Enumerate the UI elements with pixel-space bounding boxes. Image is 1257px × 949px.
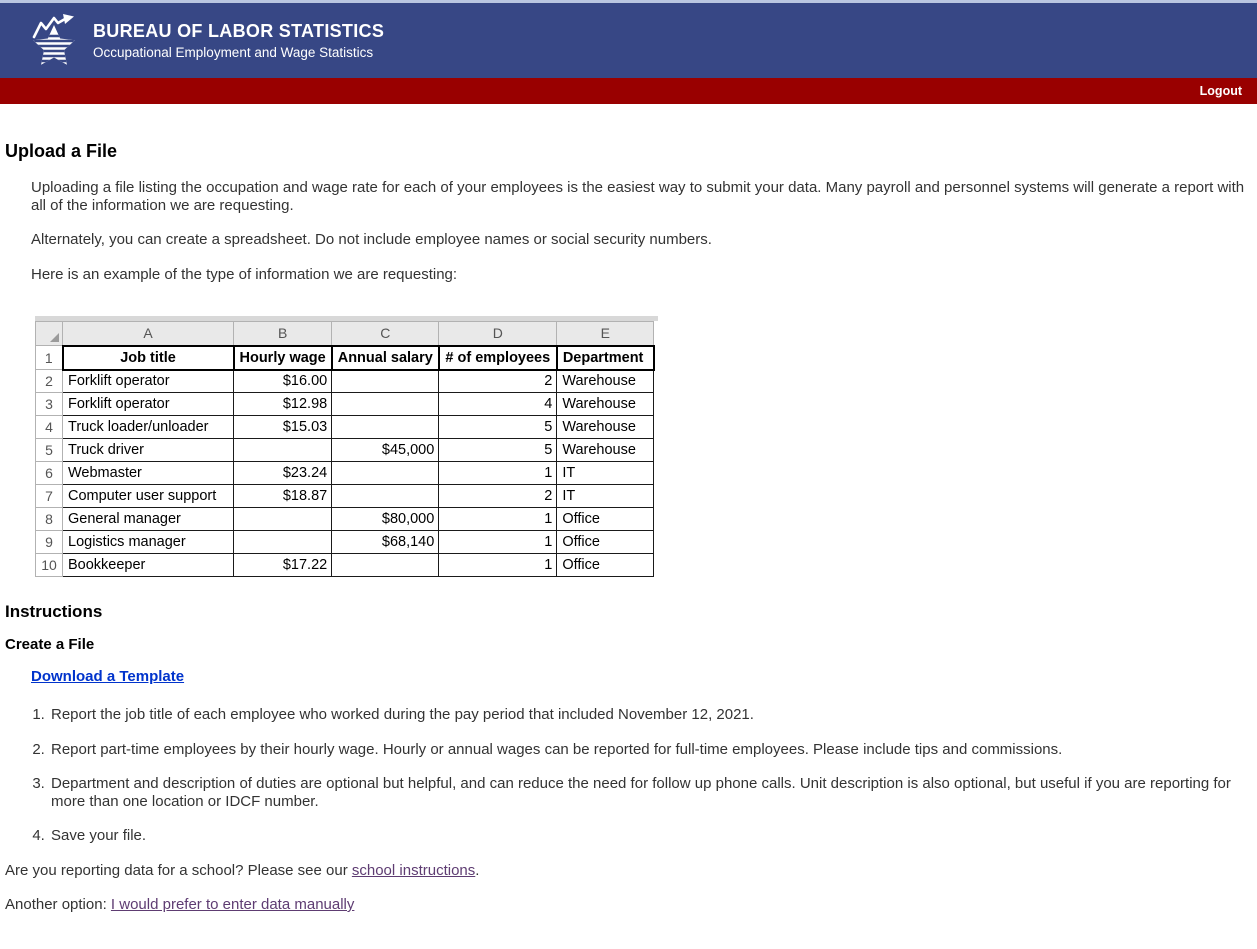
header-hourly-wage: Hourly wage (234, 346, 332, 370)
row-number: 4 (36, 416, 63, 439)
header-job-title: Job title (63, 346, 234, 370)
manual-entry-option (5, 896, 1247, 914)
cell-department: Warehouse (557, 393, 654, 416)
intro-paragraph-3: Here is an example of the type of information we are requesting: (31, 265, 458, 283)
sheet-row (36, 462, 654, 485)
cell-annual-salary (332, 416, 439, 439)
row-number: 5 (36, 439, 63, 462)
column-letter: B (234, 322, 332, 346)
cell-num-employees: 1 (439, 508, 557, 531)
bls-star-icon (28, 12, 80, 70)
column-letter: D (439, 322, 557, 346)
create-a-file-title: Create a File (5, 636, 95, 653)
cell-hourly-wage (234, 508, 332, 531)
template-link-row (31, 668, 1247, 686)
header-annual-salary: Annual salary (332, 346, 439, 370)
cell-hourly-wage: $17.22 (234, 554, 332, 577)
manual-entry-prefix: Another option: (5, 896, 111, 913)
header-banner (0, 3, 1257, 78)
example-spreadsheet-image (35, 316, 658, 577)
school-prompt-text: Are you reporting data for a school? Please see our (5, 861, 352, 879)
cell-annual-salary (332, 370, 439, 393)
cell-job-title: Webmaster (63, 462, 234, 485)
main-content (0, 141, 1257, 949)
instructions-title: Instructions (5, 602, 103, 621)
row-number: 8 (36, 508, 63, 531)
school-prompt-period: . (475, 861, 480, 879)
column-letter: A (63, 322, 234, 346)
row-number: 10 (36, 554, 63, 577)
cell-num-employees: 4 (439, 393, 557, 416)
manual-entry-link[interactable]: I would prefer to enter data manually (110, 896, 355, 913)
cell-annual-salary (332, 554, 439, 577)
cell-department: IT (557, 485, 654, 508)
sheet-corner-cell (36, 322, 63, 346)
sheet-row (36, 393, 654, 416)
column-letter: C (332, 322, 439, 346)
cell-annual-salary: $68,140 (332, 531, 439, 554)
spreadsheet-table (35, 321, 655, 577)
sheet-row (36, 416, 654, 439)
cell-num-employees: 5 (439, 439, 557, 462)
cell-num-employees: 1 (439, 462, 557, 485)
cell-department: Warehouse (557, 370, 654, 393)
cell-department: IT (557, 462, 654, 485)
sheet-header-row (36, 346, 654, 370)
sheet-row (36, 554, 654, 577)
sheet-row (36, 485, 654, 508)
sheet-row (36, 508, 654, 531)
cell-annual-salary (332, 393, 439, 416)
cell-num-employees: 1 (439, 554, 557, 577)
instruction-step-4: 4. Save your file. (49, 827, 1247, 845)
utility-bar (0, 78, 1257, 104)
cell-num-employees: 2 (439, 485, 557, 508)
sheet-row (36, 370, 654, 393)
program-name: Occupational Employment and Wage Statistics (93, 45, 374, 60)
logout-link[interactable]: Logout (1199, 84, 1242, 98)
school-instructions-link[interactable]: school instructions (351, 861, 476, 879)
cell-annual-salary: $45,000 (332, 439, 439, 462)
school-prompt (5, 862, 1247, 880)
cell-hourly-wage (234, 531, 332, 554)
row-number: 1 (36, 346, 63, 370)
cell-job-title: General manager (63, 508, 234, 531)
cell-job-title: Computer user support (63, 485, 234, 508)
row-number: 9 (36, 531, 63, 554)
instruction-step-3: 3. Department and description of duties are optional but helpful, and can reduce the need for follow up phone calls. Unit description is also optional, but useful if you are reporting for more than one location or IDCF number. (49, 775, 1247, 810)
bls-logo (28, 12, 80, 70)
sheet-row (36, 531, 654, 554)
cell-department: Office (557, 554, 654, 577)
intro-paragraph-1: Uploading a file listing the occupation and wage rate for each of your employees is the easiest way to submit your data. Many payroll and personnel systems will generate a report with all of the information we are requesting. (31, 179, 1245, 214)
sheet-row (36, 439, 654, 462)
cell-job-title: Forklift operator (63, 393, 234, 416)
agency-name: BUREAU OF LABOR STATISTICS (93, 21, 385, 41)
cell-hourly-wage: $15.03 (234, 416, 332, 439)
cell-num-employees: 1 (439, 531, 557, 554)
row-number: 7 (36, 485, 63, 508)
cell-num-employees: 2 (439, 370, 557, 393)
cell-annual-salary (332, 462, 439, 485)
instruction-steps (5, 706, 1247, 845)
cell-job-title: Logistics manager (63, 531, 234, 554)
header-department: Department (557, 346, 654, 370)
row-number: 6 (36, 462, 63, 485)
cell-hourly-wage: $18.87 (234, 485, 332, 508)
column-letter-row (36, 322, 654, 346)
cell-hourly-wage: $23.24 (234, 462, 332, 485)
row-number: 2 (36, 370, 63, 393)
cell-hourly-wage (234, 439, 332, 462)
column-letter: E (557, 322, 654, 346)
cell-hourly-wage: $12.98 (234, 393, 332, 416)
cell-department: Warehouse (557, 416, 654, 439)
header-num-employees: # of employees (439, 346, 557, 370)
cell-hourly-wage: $16.00 (234, 370, 332, 393)
cell-job-title: Truck loader/unloader (63, 416, 234, 439)
cell-job-title: Bookkeeper (63, 554, 234, 577)
cell-department: Warehouse (557, 439, 654, 462)
instruction-step-2: 2. Report part-time employees by their hourly wage. Hourly or annual wages can be reported for full-time employees. Please include tips and commissions. (49, 741, 1247, 759)
cell-num-employees: 5 (439, 416, 557, 439)
download-template-link[interactable]: Download a Template (31, 668, 185, 685)
cell-annual-salary: $80,000 (332, 508, 439, 531)
instruction-step-1: 1. Report the job title of each employee who worked during the pay period that included November 12, 2021. (49, 706, 1247, 724)
intro-paragraph-2: Alternately, you can create a spreadsheet. Do not include employee names or social security numbers. (31, 231, 712, 248)
cell-department: Office (557, 531, 654, 554)
cell-department: Office (557, 508, 654, 531)
cell-annual-salary (332, 485, 439, 508)
row-number: 3 (36, 393, 63, 416)
cell-job-title: Forklift operator (63, 370, 234, 393)
page-title: Upload a File (5, 141, 118, 161)
header-titles (93, 21, 384, 60)
cell-job-title: Truck driver (63, 439, 234, 462)
